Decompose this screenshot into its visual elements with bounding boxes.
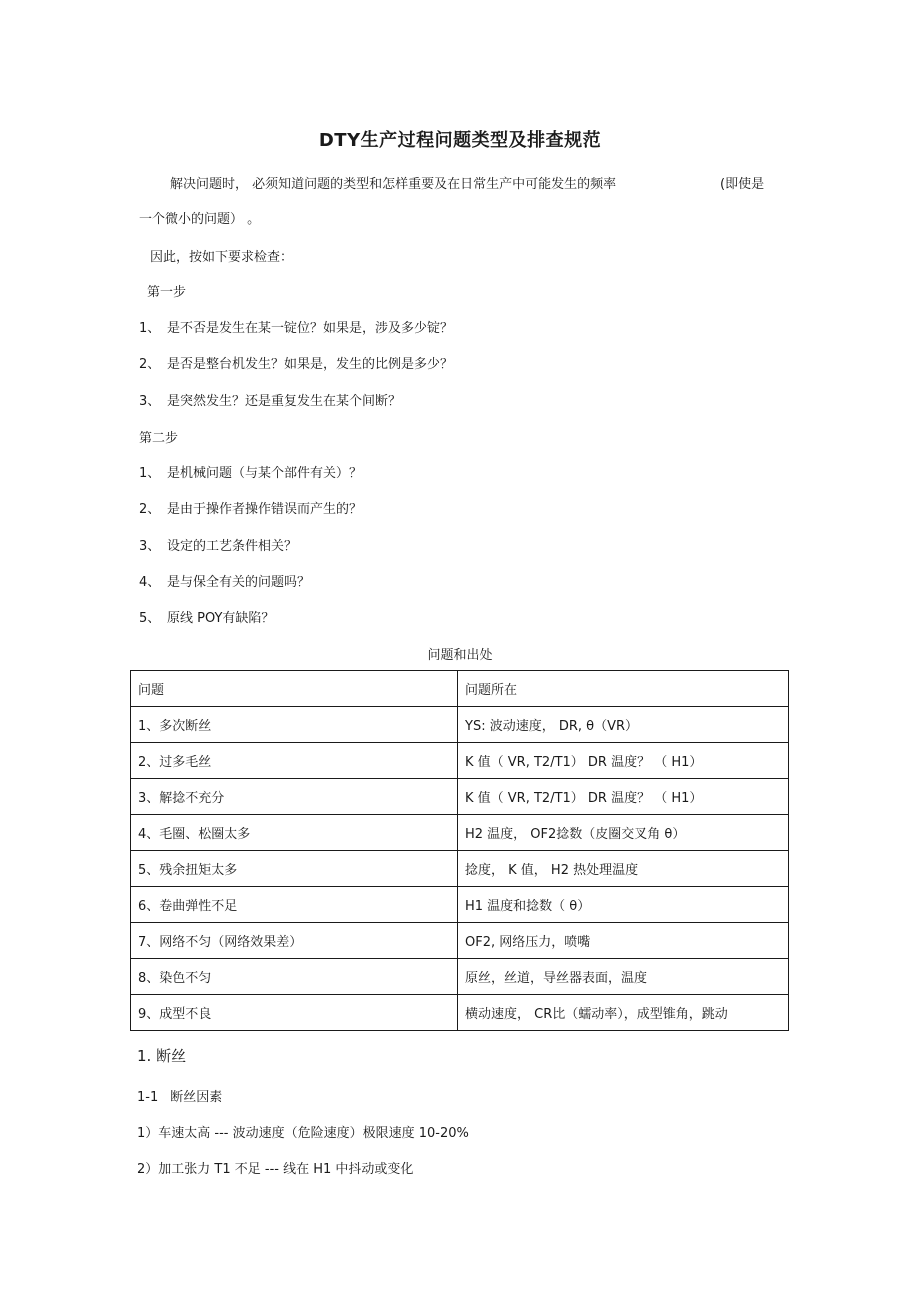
item-number: 3、 [139, 539, 161, 554]
item-text: 是由于操作者操作错误而产生的？ [167, 502, 363, 517]
item-text: 是否是整台机发生？如果是，发生的比例是多少？ [167, 357, 454, 372]
document-title: DTY生产过程问题类型及排查规范 [318, 130, 602, 151]
factor-line: 1）车速太高 --- 波动速度（危险速度）极限速度 10-20% [137, 1126, 469, 1141]
check-intro: 因此，按如下要求检查： [150, 250, 294, 265]
item-number: 2、 [139, 357, 161, 372]
step1-item [139, 390, 401, 409]
location-cell: K 值（ VR, T2/T1） DR 温度？ （ H1） [458, 779, 789, 815]
issues-table [130, 670, 789, 1031]
intro-text-part2: (即使是 [720, 177, 765, 192]
subsection-heading [137, 1086, 222, 1105]
table-row [131, 779, 789, 815]
factor-line: 2）加工张力 T1 不足 --- 线在 H1 中抖动或变化 [137, 1162, 414, 1177]
header-cell-location: 问题所在 [458, 671, 789, 707]
location-cell: OF2, 网络压力，喷嘴 [458, 923, 789, 959]
header-cell-problem: 问题 [131, 671, 458, 707]
table-row [131, 959, 789, 995]
step1-item [139, 353, 453, 372]
table-header-row [131, 671, 789, 707]
problem-cell: 4、毛圈、松圈太多 [131, 815, 458, 851]
step2-item [139, 498, 362, 517]
item-text: 是不否是发生在某一锭位？如果是，涉及多少锭？ [167, 321, 454, 336]
problem-cell: 7、网络不匀（网络效果差） [131, 923, 458, 959]
table-caption: 问题和出处 [427, 648, 493, 663]
location-cell: 捻度， K 值， H2 热处理温度 [458, 851, 789, 887]
subsection-number: 1-1 [137, 1090, 159, 1105]
problem-cell: 1、多次断丝 [131, 707, 458, 743]
item-text: 是与保全有关的问题吗？ [167, 575, 311, 590]
item-text: 原线 POY有缺陷？ [167, 611, 275, 626]
table-row [131, 995, 789, 1031]
step2-item [139, 607, 274, 626]
item-number: 3、 [139, 394, 161, 409]
problem-cell: 6、卷曲弹性不足 [131, 887, 458, 923]
step1-item [139, 317, 453, 336]
problem-cell: 8、染色不匀 [131, 959, 458, 995]
location-cell: 横动速度， CR比（蠕动率），成型锥角，跳动 [458, 995, 789, 1031]
table-row [131, 887, 789, 923]
table-row [131, 743, 789, 779]
step2-item [139, 535, 297, 554]
step2-heading: 第二步 [139, 431, 179, 446]
location-cell: YS: 波动速度， DR, θ（VR） [458, 707, 789, 743]
table-row [131, 851, 789, 887]
table-row [131, 815, 789, 851]
step2-item [139, 571, 310, 590]
item-number: 4、 [139, 575, 161, 590]
table-row [131, 707, 789, 743]
location-cell: 原丝，丝道，导丝器表面，温度 [458, 959, 789, 995]
location-cell: K 值（ VR, T2/T1） DR 温度？ （ H1） [458, 743, 789, 779]
item-number: 1、 [139, 321, 161, 336]
item-number: 1、 [139, 466, 161, 481]
subsection-title: 断丝因素 [170, 1090, 223, 1105]
step1-heading: 第一步 [147, 285, 187, 300]
item-text: 是机械问题（与某个部件有关）？ [167, 466, 363, 481]
item-number: 5、 [139, 611, 161, 626]
problem-cell: 3、解捻不充分 [131, 779, 458, 815]
item-text: 是突然发生？还是重复发生在某个间断？ [167, 394, 402, 409]
section-heading: 1. 断丝 [137, 1047, 187, 1065]
location-cell: H2 温度， OF2捻数（皮圈交叉角 θ） [458, 815, 789, 851]
intro-text-part3: 一个微小的问题） 。 [139, 212, 261, 227]
problem-cell: 5、残余扭矩太多 [131, 851, 458, 887]
intro-text-part1: 解决问题时， 必须知道问题的类型和怎样重要及在日常生产中可能发生的频率 [170, 177, 617, 192]
table-row [131, 923, 789, 959]
item-number: 2、 [139, 502, 161, 517]
problem-cell: 2、过多毛丝 [131, 743, 458, 779]
problem-cell: 9、成型不良 [131, 995, 458, 1031]
item-text: 设定的工艺条件相关？ [167, 539, 298, 554]
step2-item [139, 462, 362, 481]
location-cell: H1 温度和捻数（ θ） [458, 887, 789, 923]
